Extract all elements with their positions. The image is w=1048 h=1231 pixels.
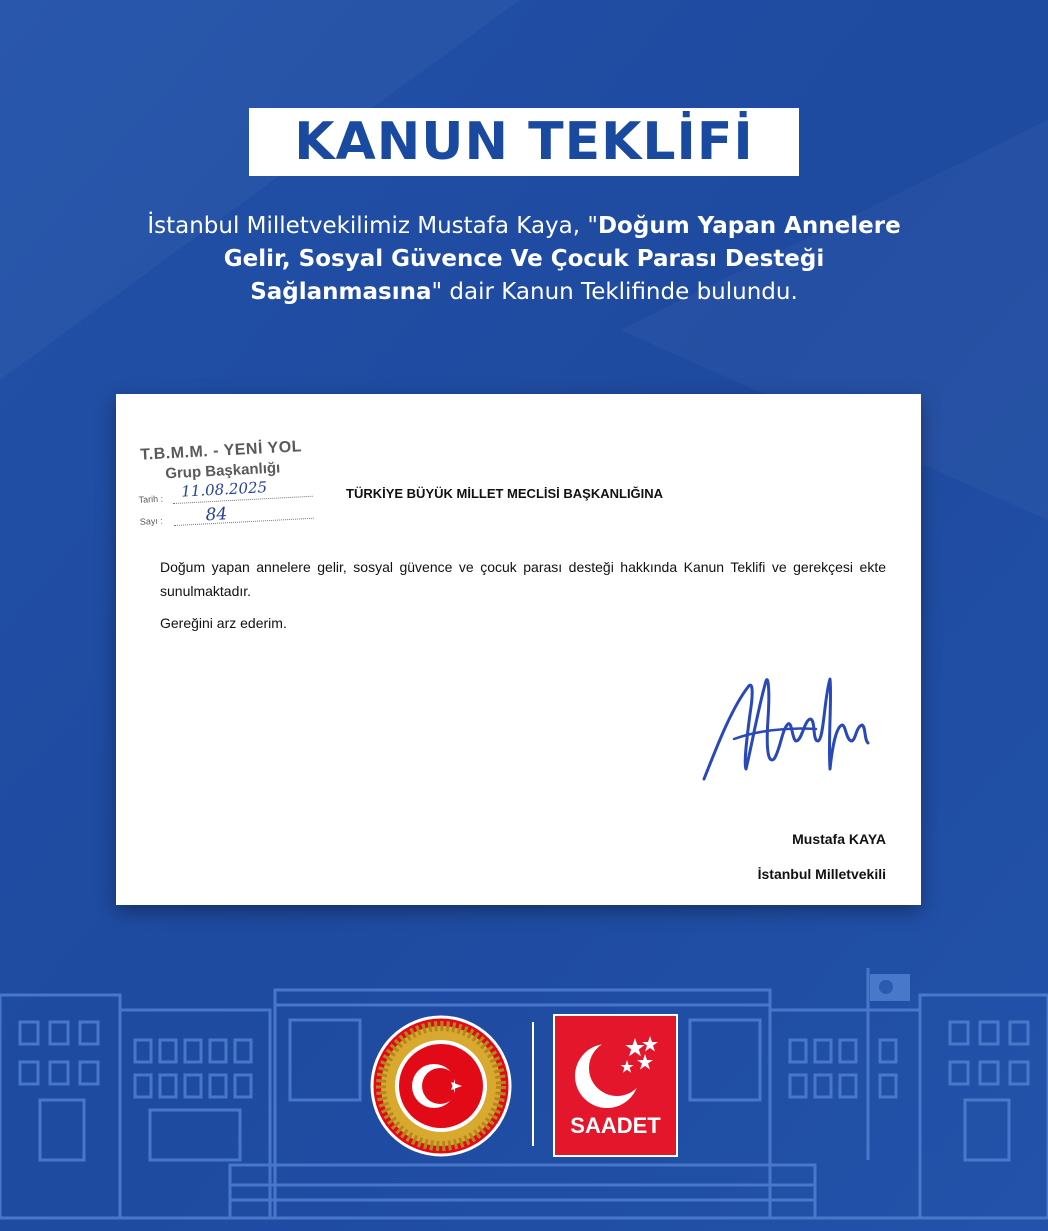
signatory-title: İstanbul Milletvekili bbox=[757, 866, 886, 882]
document-closing: Gereğini arz ederim. bbox=[160, 615, 287, 631]
stamp-number-label: Sayı : bbox=[139, 515, 164, 527]
saadet-party-logo bbox=[553, 1014, 678, 1157]
stamp-office: T.B.M.M. - YENİ YOL bbox=[139, 438, 303, 464]
saadet-wordmark: SAADET bbox=[570, 1113, 661, 1138]
subtitle-bill-title: Doğum Yapan Annelere Gelir, Sosyal Güvence Ve Çocuk Parası Desteği Sağlanmasına bbox=[223, 213, 901, 305]
subtitle-ending: " dair Kanun Teklifinde bulundu. bbox=[431, 279, 798, 305]
document-body: Doğum yapan annelere gelir, sosyal güvence ve çocuk parası desteği hakkında Kanun Teklifi ve gerekçesi ekte sunulmaktadır. bbox=[160, 559, 886, 599]
crescent-stars-icon bbox=[555, 1016, 676, 1116]
signatory-name: Mustafa KAYA bbox=[792, 831, 886, 847]
petition-document bbox=[116, 394, 921, 905]
stamp-number-value: 84 bbox=[205, 504, 228, 526]
tbmm-emblem bbox=[370, 1015, 512, 1157]
page-title: KANUN TEKLİFİ bbox=[294, 112, 754, 172]
stamp-date-value: 11.08.2025 bbox=[180, 478, 268, 501]
handwritten-signature bbox=[696, 669, 886, 789]
subtitle-intro: İstanbul Milletvekilimiz Mustafa Kaya, " bbox=[147, 213, 598, 239]
stamp-date-label: Tarih : bbox=[138, 493, 164, 505]
announcement-subtitle bbox=[130, 210, 918, 309]
document-heading: TÜRKİYE BÜYÜK MİLLET MECLİSİ BAŞKANLIĞINA bbox=[346, 486, 664, 501]
title-banner bbox=[249, 108, 799, 176]
stamp-department: Grup Başkanlığı bbox=[164, 459, 281, 483]
logo-divider bbox=[532, 1022, 534, 1146]
receipt-stamp bbox=[134, 435, 328, 535]
